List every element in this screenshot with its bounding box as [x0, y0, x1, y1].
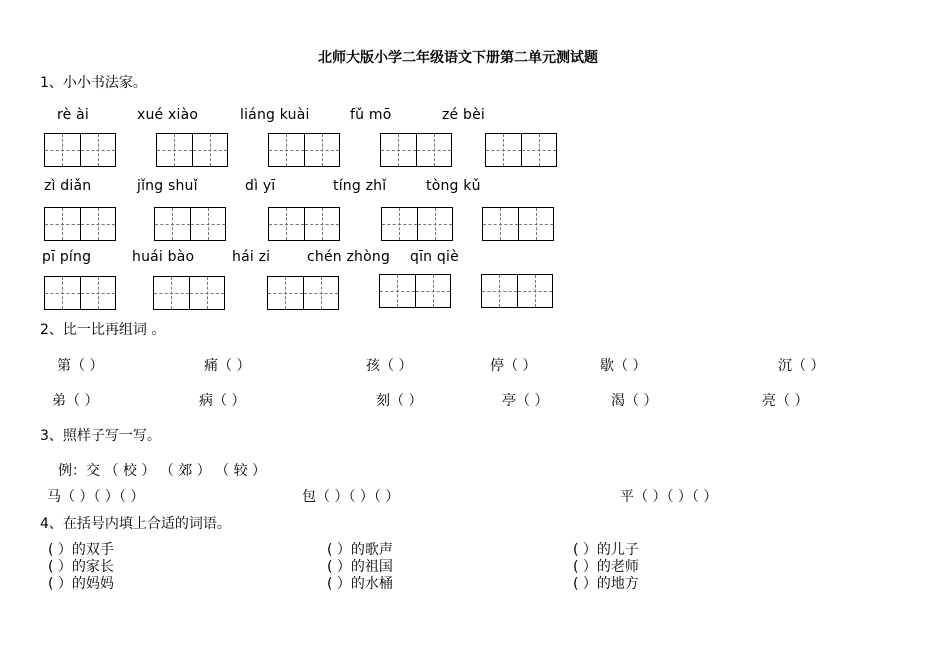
pinyin-r1-4: fǔ mō: [350, 107, 392, 123]
page-title: 北师大版小学二年级语文下册第二单元测试题: [318, 50, 598, 66]
compare-r1-3: 孩（ ）: [366, 358, 413, 374]
writing-grid[interactable]: [485, 133, 557, 167]
writing-grid[interactable]: [153, 276, 225, 310]
fill-c1-1: ( ）的双手: [48, 542, 114, 558]
pinyin-r1-1: rè ài: [57, 107, 89, 123]
fill-c2-3: ( ）的水桶: [327, 576, 393, 592]
compare-r2-2: 病（ ）: [199, 393, 246, 409]
writing-grid[interactable]: [481, 274, 553, 308]
pinyin-r3-3: hái zi: [232, 249, 271, 265]
pinyin-r1-3: liáng kuài: [240, 107, 310, 123]
section-1-heading: 1、小小书法家。: [40, 75, 147, 91]
compare-r2-4: 亭（ ）: [502, 393, 549, 409]
compare-r1-6: 沉（ ）: [778, 358, 825, 374]
example-ma: 马（ ）（ ）（ ）: [47, 489, 145, 505]
fill-c1-3: ( ）的妈妈: [48, 576, 114, 592]
writing-grid[interactable]: [154, 207, 226, 241]
writing-grid[interactable]: [268, 133, 340, 167]
fill-c3-3: ( ）的地方: [573, 576, 639, 592]
section-4-heading: 4、在括号内填上合适的词语。: [40, 516, 231, 532]
pinyin-r1-2: xué xiào: [137, 107, 199, 123]
pinyin-r2-1: zì diǎn: [44, 178, 92, 194]
example-ping: 平（ ）（ ）（ ）: [620, 489, 718, 505]
compare-r1-4: 停（ ）: [490, 358, 537, 374]
pinyin-r3-1: pī píng: [42, 249, 92, 265]
compare-r1-5: 歇（ ）: [600, 358, 647, 374]
fill-c3-2: ( ）的老师: [573, 559, 639, 575]
section-2-heading: 2、比一比再组词 。: [40, 322, 166, 338]
writing-grid[interactable]: [44, 276, 116, 310]
pinyin-r2-3: dì yī: [245, 178, 276, 194]
fill-c2-2: ( ）的祖国: [327, 559, 393, 575]
fill-c2-1: ( ）的歌声: [327, 542, 393, 558]
writing-grid[interactable]: [267, 276, 339, 310]
writing-grid[interactable]: [379, 274, 451, 308]
compare-r2-6: 亮（ ）: [762, 393, 809, 409]
compare-r1-1: 第（ ）: [57, 358, 104, 374]
compare-r2-1: 弟（ ）: [52, 393, 99, 409]
section-3-heading: 3、照样子写一写。: [40, 428, 161, 444]
writing-grid[interactable]: [268, 207, 340, 241]
pinyin-r3-2: huái bào: [132, 249, 195, 265]
pinyin-r2-4: tíng zhǐ: [333, 178, 387, 194]
writing-grid[interactable]: [44, 207, 116, 241]
example-line: 例：交 （ 校 ） （ 郊 ） （ 较 ）: [58, 463, 267, 479]
fill-c3-1: ( ）的儿子: [573, 542, 639, 558]
writing-grid[interactable]: [380, 133, 452, 167]
pinyin-r2-5: tòng kǔ: [426, 178, 481, 194]
pinyin-r2-2: jǐng shuǐ: [137, 178, 198, 194]
writing-grid[interactable]: [482, 207, 554, 241]
pinyin-r1-5: zé bèi: [442, 107, 486, 123]
pinyin-r3-5: qīn qiè: [410, 249, 459, 265]
writing-grid[interactable]: [156, 133, 228, 167]
compare-r1-2: 痛（ ）: [204, 358, 251, 374]
compare-r2-3: 刻（ ）: [376, 393, 423, 409]
pinyin-r3-4: chén zhòng: [307, 249, 391, 265]
compare-r2-5: 渴（ ）: [611, 393, 658, 409]
example-bao: 包（ ）（ ）（ ）: [302, 489, 400, 505]
fill-c1-2: ( ）的家长: [48, 559, 114, 575]
writing-grid[interactable]: [381, 207, 453, 241]
writing-grid[interactable]: [44, 133, 116, 167]
